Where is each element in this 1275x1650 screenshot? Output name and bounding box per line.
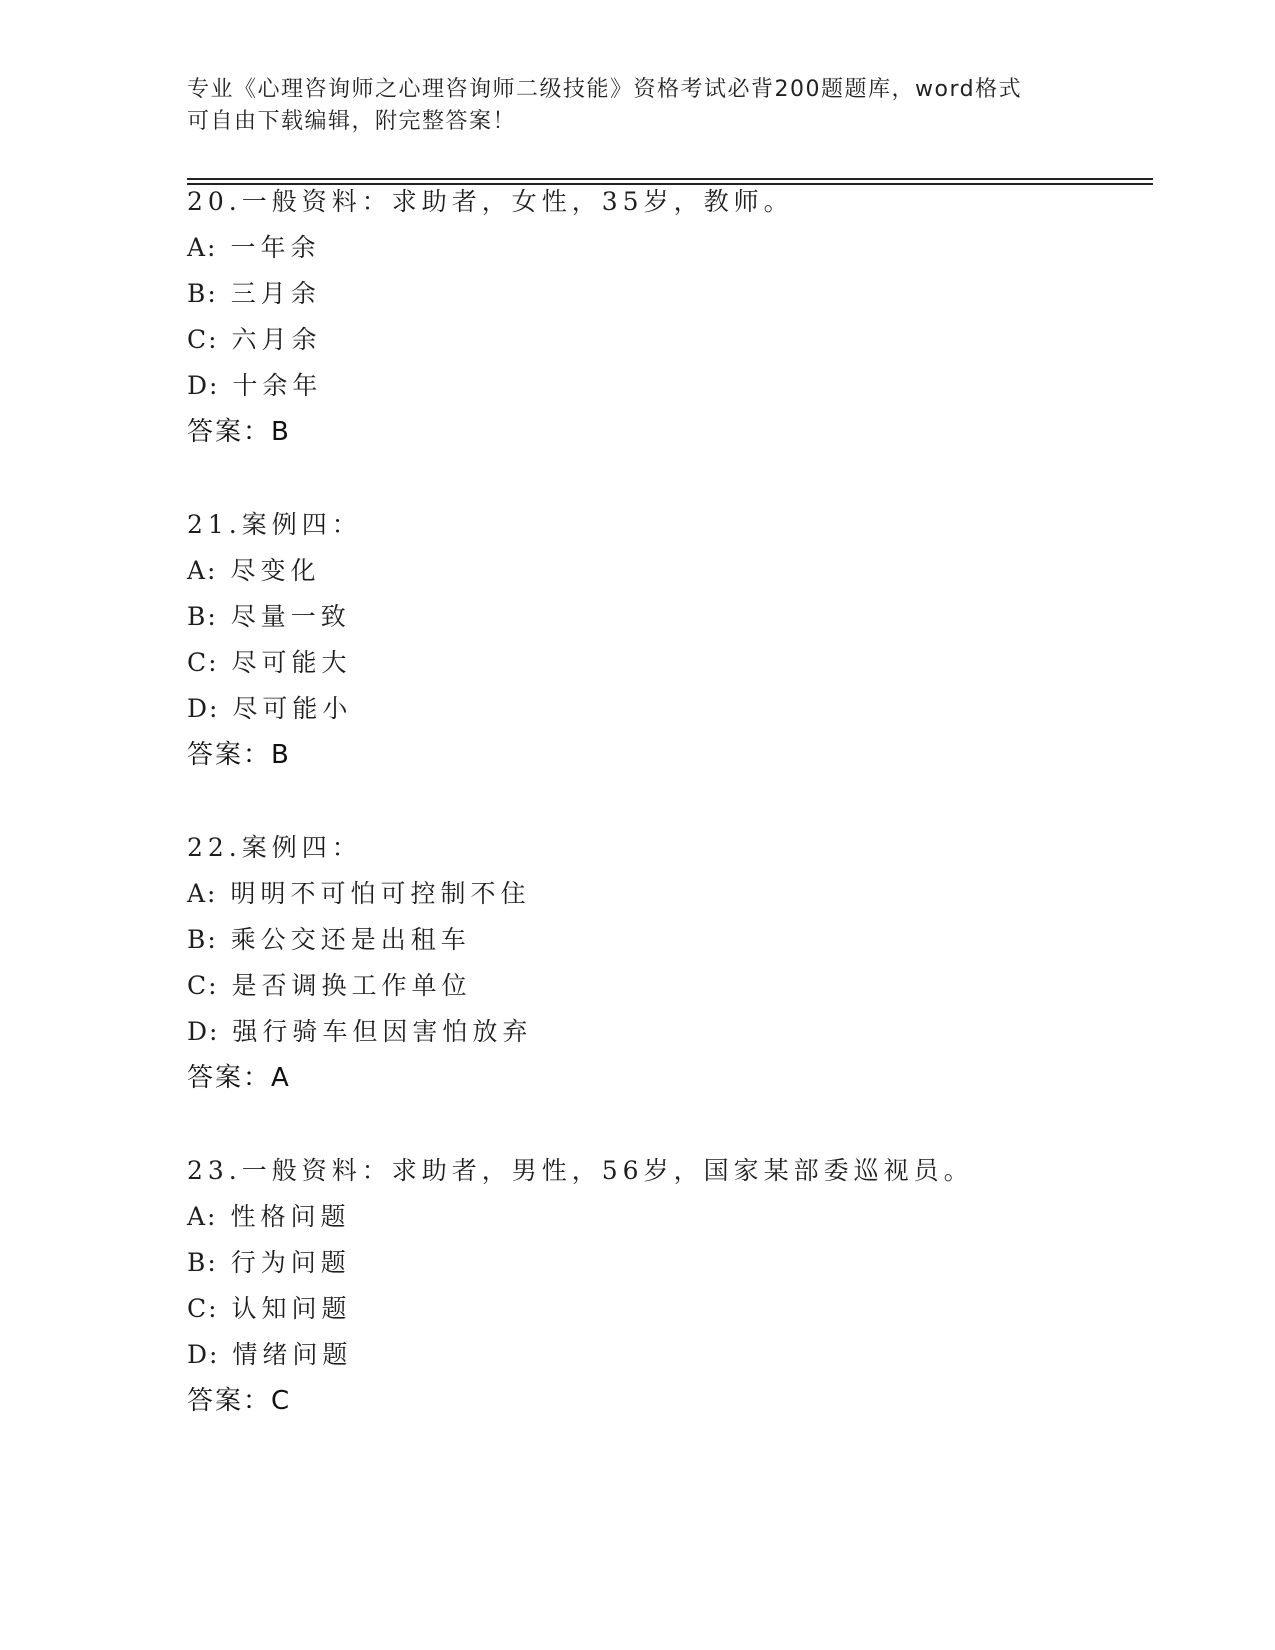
option-letter: B: [187, 602, 218, 631]
option-c [187, 1294, 1147, 1340]
option-text: 尽变化 [230, 556, 321, 585]
answer-line: 答案：B [187, 740, 291, 770]
option-text: 行为问题 [230, 1248, 351, 1277]
question-21 [187, 510, 1147, 786]
option-letter: D: [187, 694, 220, 723]
option-a [187, 879, 1147, 925]
option-c [187, 325, 1147, 371]
document-header [187, 74, 1067, 138]
option-letter: B: [187, 925, 218, 954]
option-letter: C: [187, 1294, 219, 1323]
header-divider-bottom [187, 183, 1153, 185]
option-text: 情绪问题 [232, 1340, 353, 1369]
question-stem: 21.案例四： [187, 510, 362, 539]
header-line-1: 专业《心理咨询师之心理咨询师二级技能》资格考试必背200题题库，word格式 [187, 77, 1023, 102]
option-d [187, 1017, 1147, 1063]
question-stem: 20.一般资料：求助者，女性，35岁，教师。 [187, 187, 794, 216]
option-d [187, 1340, 1147, 1386]
option-text: 性格问题 [230, 1202, 351, 1231]
option-letter: A: [187, 233, 218, 262]
answer-line: 答案：A [187, 1063, 291, 1093]
option-letter: A: [187, 1202, 218, 1231]
option-b [187, 279, 1147, 325]
option-d [187, 371, 1147, 417]
option-text: 三月余 [230, 279, 321, 308]
option-c [187, 971, 1147, 1017]
option-letter: D: [187, 1017, 220, 1046]
header-divider-top [187, 178, 1153, 180]
option-text: 尽量一致 [230, 602, 351, 631]
option-text: 明明不可怕可控制不住 [230, 879, 531, 908]
option-letter: A: [187, 879, 218, 908]
option-text: 六月余 [231, 325, 322, 354]
answer-line: 答案：C [187, 1386, 292, 1416]
option-text: 十余年 [232, 371, 323, 400]
option-letter: B: [187, 279, 218, 308]
option-text: 一年余 [230, 233, 321, 262]
question-stem: 22.案例四： [187, 833, 362, 862]
header-line-2: 可自由下载编辑，附完整答案！ [187, 109, 517, 134]
option-a [187, 1202, 1147, 1248]
option-text: 强行骑车但因害怕放弃 [232, 1017, 533, 1046]
option-text: 乘公交还是出租车 [230, 925, 471, 954]
option-b [187, 602, 1147, 648]
answer-line: 答案：B [187, 417, 291, 447]
question-20 [187, 187, 1147, 463]
question-stem: 23.一般资料：求助者，男性，56岁，国家某部委巡视员。 [187, 1156, 974, 1185]
question-22 [187, 833, 1147, 1109]
option-a [187, 233, 1147, 279]
option-text: 尽可能小 [232, 694, 353, 723]
option-text: 尽可能大 [231, 648, 352, 677]
option-letter: C: [187, 325, 219, 354]
option-text: 是否调换工作单位 [231, 971, 472, 1000]
option-c [187, 648, 1147, 694]
option-letter: A: [187, 556, 218, 585]
option-text: 认知问题 [231, 1294, 352, 1323]
option-letter: D: [187, 1340, 220, 1369]
option-b [187, 925, 1147, 971]
option-d [187, 694, 1147, 740]
option-b [187, 1248, 1147, 1294]
option-letter: D: [187, 371, 220, 400]
option-letter: C: [187, 648, 219, 677]
question-23 [187, 1156, 1147, 1432]
option-a [187, 556, 1147, 602]
option-letter: C: [187, 971, 219, 1000]
option-letter: B: [187, 1248, 218, 1277]
